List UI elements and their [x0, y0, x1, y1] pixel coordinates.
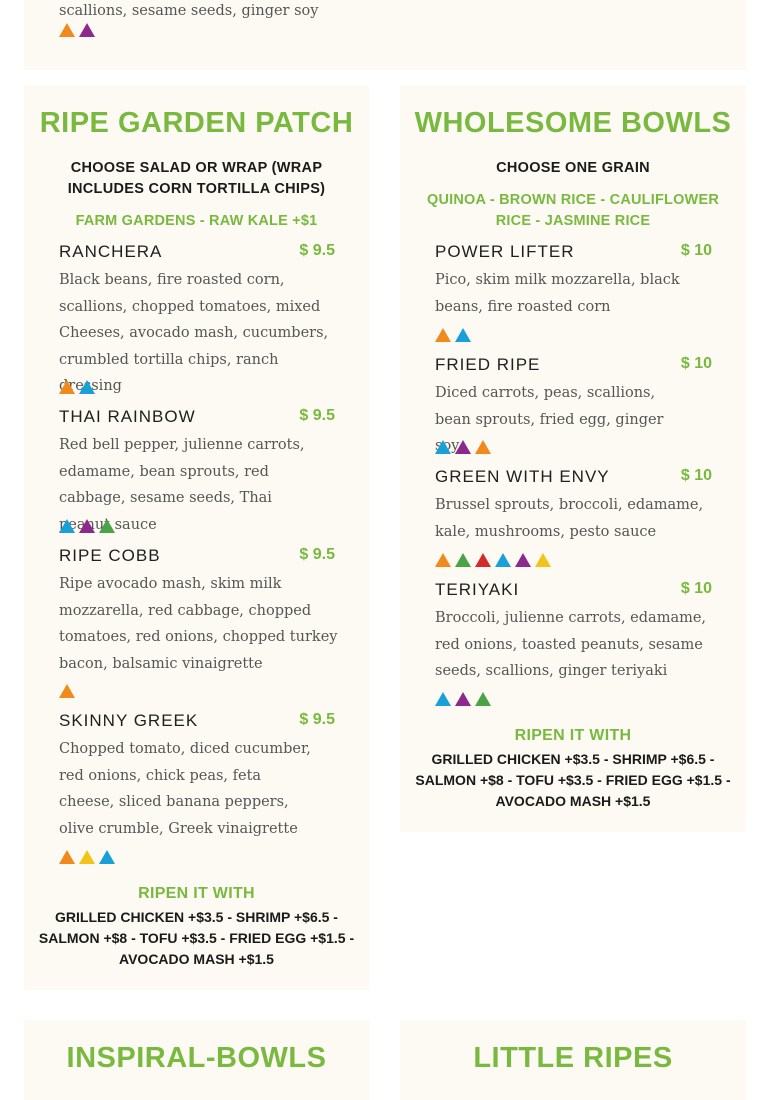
ripen-title: RIPEN IT WITH: [514, 727, 632, 744]
menu-item-description: Red bell pepper, julienne carrots, edamame, bean sprouts, red cabbage, sesame seeds, Thai peanut sauce: [59, 437, 305, 533]
section-title: RIPE GARDEN PATCH: [39, 107, 354, 139]
green-triangle-icon: [99, 519, 115, 533]
menu-item-description: Black beans, fire roasted corn, scallions, chopped tomatoes, mixed Cheeses, avocado mash, cucumbers, crumbled tortilla chips, ranch dressing: [59, 272, 329, 394]
menu-item-price: $ 9.5: [299, 711, 335, 728]
blue-triangle-icon: [59, 519, 75, 533]
yellow-triangle-icon: [535, 553, 551, 567]
orange-triangle-icon: [59, 380, 75, 394]
purple-triangle-icon: [79, 23, 95, 37]
orange-triangle-icon: [435, 553, 451, 567]
menu-item-name: SKINNY GREEK: [59, 711, 199, 730]
menu-item-name: GREEN WITH ENVY: [435, 467, 610, 486]
section-subtitle: CHOOSE SALAD OR WRAP (WRAP INCLUDES CORN TORTILLA CHIPS): [67, 160, 326, 197]
blue-triangle-icon: [495, 553, 511, 567]
section-title: INSPIRAL-BOWLS: [66, 1042, 327, 1074]
section-title: WHOLESOME BOWLS: [414, 107, 732, 139]
diet-tags: [59, 23, 95, 37]
menu-item-price: $ 10: [680, 580, 712, 597]
menu-item-price: $ 10: [680, 355, 712, 372]
blue-triangle-icon: [455, 328, 471, 342]
menu-item-price: $ 10: [680, 242, 712, 259]
diet-tags: [59, 519, 115, 533]
menu-item-description: Broccoli, julienne carrots, edamame, red onions, toasted peanuts, sesame seeds, scallions, ginger teriyaki: [435, 610, 707, 679]
section-title: LITTLE RIPES: [473, 1042, 673, 1074]
menu-item-name: TERIYAKI: [435, 580, 520, 599]
blue-triangle-icon: [79, 380, 95, 394]
orange-triangle-icon: [59, 23, 75, 37]
section-little-ripes: [400, 1020, 746, 1100]
top-menu-card: [24, 0, 746, 70]
menu-item-price: $ 9.5: [299, 407, 335, 424]
menu-item-name: RANCHERA: [59, 242, 163, 261]
menu-item-price: $ 9.5: [299, 242, 335, 259]
ripen-addons: GRILLED CHICKEN +$3.5 - SHRIMP +$6.5 - SALMON +$8 - TOFU +$3.5 - FRIED EGG +$1.5 - AVOCADO MASH +$1.5: [415, 751, 731, 809]
menu-item-description: Chopped tomato, diced cucumber, red onions, chick peas, feta cheese, sliced banana peppers, olive crumble, Greek vinaigrette: [59, 741, 311, 837]
menu-item-description: Ripe avocado mash, skim milk mozzarella, red cabbage, chopped tomatoes, red onions, chopped turkey bacon, balsamic vinaigrette: [59, 576, 338, 672]
diet-tags: [435, 553, 551, 567]
blue-triangle-icon: [435, 692, 451, 706]
farm-gardens-option: FARM GARDENS - RAW KALE +$1: [75, 213, 318, 229]
blue-triangle-icon: [435, 440, 451, 454]
menu-item-description: Brussel sprouts, broccoli, edamame, kale, mushrooms, pesto sauce: [435, 497, 704, 540]
orange-triangle-icon: [59, 850, 75, 864]
green-triangle-icon: [455, 553, 471, 567]
menu-item-name: THAI RAINBOW: [59, 407, 196, 426]
menu-item-name: POWER LIFTER: [435, 242, 575, 261]
diet-tags: [435, 328, 471, 342]
orange-triangle-icon: [59, 684, 75, 698]
purple-triangle-icon: [455, 692, 471, 706]
section-inspiral-bowls: [24, 1020, 369, 1100]
blue-triangle-icon: [99, 850, 115, 864]
purple-triangle-icon: [455, 440, 471, 454]
ripen-title: RIPEN IT WITH: [138, 885, 255, 902]
purple-triangle-icon: [515, 553, 531, 567]
menu-item-name: RIPE COBB: [59, 546, 161, 565]
menu-item-price: $ 10: [680, 467, 712, 484]
ripen-addons: GRILLED CHICKEN +$3.5 - SHRIMP +$6.5 - SALMON +$8 - TOFU +$3.5 - FRIED EGG +$1.5 - AVOCADO MASH +$1.5: [38, 909, 355, 967]
item-description: scallions, sesame seeds, ginger soy: [59, 3, 319, 19]
menu-item-name: FRIED RIPE: [435, 355, 541, 374]
section-wholesome-bowls: [400, 85, 746, 832]
section-ripe-garden-patch: [24, 85, 369, 990]
menu-item-price: $ 9.5: [299, 546, 335, 563]
red-triangle-icon: [475, 553, 491, 567]
menu-item-description: Diced carrots, peas, scallions, bean sprouts, fried egg, ginger soy: [435, 385, 664, 454]
section-subtitle: CHOOSE ONE GRAIN: [496, 160, 650, 176]
menu-item-description: Pico, skim milk mozzarella, black beans, fire roasted corn: [435, 272, 680, 315]
diet-tags: [59, 684, 75, 698]
purple-triangle-icon: [79, 519, 95, 533]
green-triangle-icon: [475, 692, 491, 706]
diet-tags: [435, 692, 491, 706]
orange-triangle-icon: [435, 328, 451, 342]
diet-tags: [59, 380, 95, 394]
orange-triangle-icon: [475, 440, 491, 454]
grain-options: QUINOA - BROWN RICE - CAULIFLOWER RICE - JASMINE RICE: [426, 192, 719, 229]
yellow-triangle-icon: [79, 850, 95, 864]
diet-tags: [435, 440, 491, 454]
diet-tags: [59, 850, 115, 864]
